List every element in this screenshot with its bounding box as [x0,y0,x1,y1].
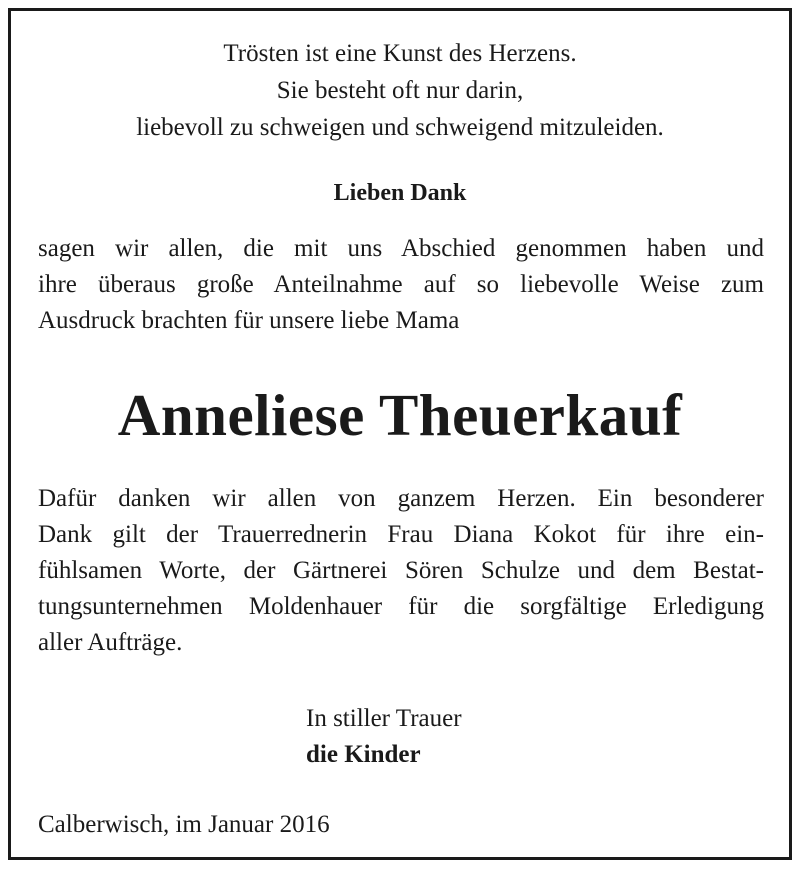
paragraph-line: ihre überaus große Anteilnahme auf so liebevolle Weise zum [38,271,764,298]
place-and-date: Calberwisch, im Januar 2016 [38,811,330,838]
deceased-name: Anneliese Theuerkauf [117,382,683,448]
paragraph-line: sagen wir allen, die mit uns Abschied genommen haben und [38,235,764,262]
paragraph-line: tungsunternehmen Moldenhauer für die sorgfältige Erledigung [38,593,764,620]
quote-block [11,35,789,146]
quote-line: Trösten ist eine Kunst des Herzens. [223,40,577,67]
paragraph-line: Ausdruck brachten für unsere liebe Mama [38,307,460,334]
signoff-signature: die Kinder [306,741,421,768]
quote-line: Sie besteht oft nur darin, [276,77,524,104]
intro-paragraph [38,231,764,339]
signoff-block [306,701,462,773]
obituary-notice [8,8,792,860]
paragraph-line: fühlsamen Worte, der Gärtnerei Sören Schulze und dem Bestat- [38,557,764,584]
paragraph-line: Dank gilt der Trauerrednerin Frau Diana Kokot für ihre ein- [38,521,764,548]
quote-line: liebevoll zu schweigen und schweigend mitzuleiden. [136,114,664,141]
thanks-heading: Lieben Dank [333,180,467,206]
paragraph-line: Dafür danken wir allen von ganzem Herzen. Ein besonderer [38,485,764,512]
signoff-line: In stiller Trauer [306,705,462,732]
thanks-paragraph [38,481,764,661]
paragraph-line: aller Aufträge. [38,629,183,656]
